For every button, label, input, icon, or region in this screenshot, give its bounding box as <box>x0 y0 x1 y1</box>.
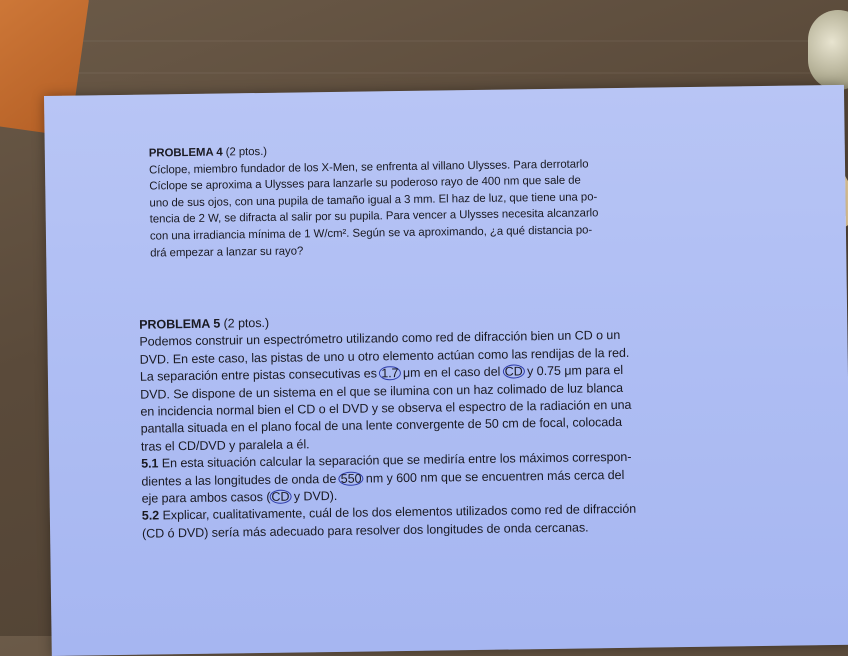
problem-5-points: (2 ptos.) <box>220 315 270 331</box>
handwritten-circle-mark: 550 <box>340 471 362 486</box>
text-segment: En esta situación calcular la separación que se mediría entre los máximos correspon- <box>158 450 632 471</box>
problem-5-line: tras el CD/DVD y paralela a él. <box>140 437 310 454</box>
problem-4-line: Cíclope se aproxima a Ulysses para lanzarle su poderoso rayo de 400 nm que sale de <box>149 174 581 193</box>
problem-4-line: uno de sus ojos, con una pupila de tamaño igual a 3 mm. El haz de luz, que tiene una po- <box>149 191 598 210</box>
question-label: 5.2 <box>141 508 160 524</box>
problem-5-line: DVD. Se dispone de un sistema en el que se ilumina con un haz colimado de luz blanca <box>140 380 624 402</box>
problem-4 <box>149 137 751 262</box>
text-segment: μm en el caso del <box>399 364 504 381</box>
text-segment: y DVD). <box>290 489 338 504</box>
handwritten-circle-mark: CD <box>271 489 290 504</box>
problem-4-line: drá empezar a lanzar su rayo? <box>150 244 304 260</box>
glass-jar <box>808 10 848 90</box>
problem-4-line: tencia de 2 W, se difracta al salir por su pupila. Para vencer a Ulysses necesita alcanzarlo <box>149 207 599 226</box>
problem-5-title: PROBLEMA 5 <box>139 316 221 332</box>
problem-4-line: con una irradiancia mínima de 1 W/cm². Según se va aproximando, ¿a qué distancia po- <box>149 224 593 243</box>
text-segment: eje para ambos casos ( <box>141 489 271 506</box>
problem-4-line: Cíclope, miembro fundador de los X-Men, se enfrenta al villano Ulysses. Para derrotarlo <box>148 157 589 177</box>
handwritten-circle-mark: 1.7 <box>381 366 399 381</box>
problem-5-line: en incidencia normal bien el CD o el DVD y se observa el espectro de la radiación en una <box>140 397 632 419</box>
handwritten-circle-mark: CD <box>504 364 523 379</box>
problem-5-line: DVD. En este caso, las pistas de uno u otro elemento actúan como las rendijas de la red. <box>139 345 630 367</box>
text-segment: nm y 600 nm que se encuentren más cerca del <box>362 467 625 486</box>
text-segment: dientes a las longitudes de onda de <box>141 471 340 489</box>
question-5-2-line: (CD ó DVD) sería más adecuado para resolver dos longitudes de onda cercanas. <box>142 520 589 541</box>
problem-5 <box>139 308 762 543</box>
exam-sheet <box>44 85 848 656</box>
problem-4-points: (2 ptos.) <box>222 145 268 159</box>
text-segment: Explicar, cualitativamente, cuál de los dos elementos utilizados como red de difracción <box>159 502 637 523</box>
problem-5-line: pantalla situada en el plano focal de una lente convergente de 50 cm de focal, colocada <box>140 415 623 437</box>
question-label: 5.1 <box>141 456 159 471</box>
problem-5-line: Podemos construir un espectrómetro utilizando como red de difracción bien un CD o un <box>139 328 621 350</box>
problem-4-title: PROBLEMA 4 <box>148 146 223 160</box>
text-segment: y 0.75 μm para el <box>523 363 624 379</box>
text-segment: La separación entre pistas consecutivas es <box>139 366 381 384</box>
